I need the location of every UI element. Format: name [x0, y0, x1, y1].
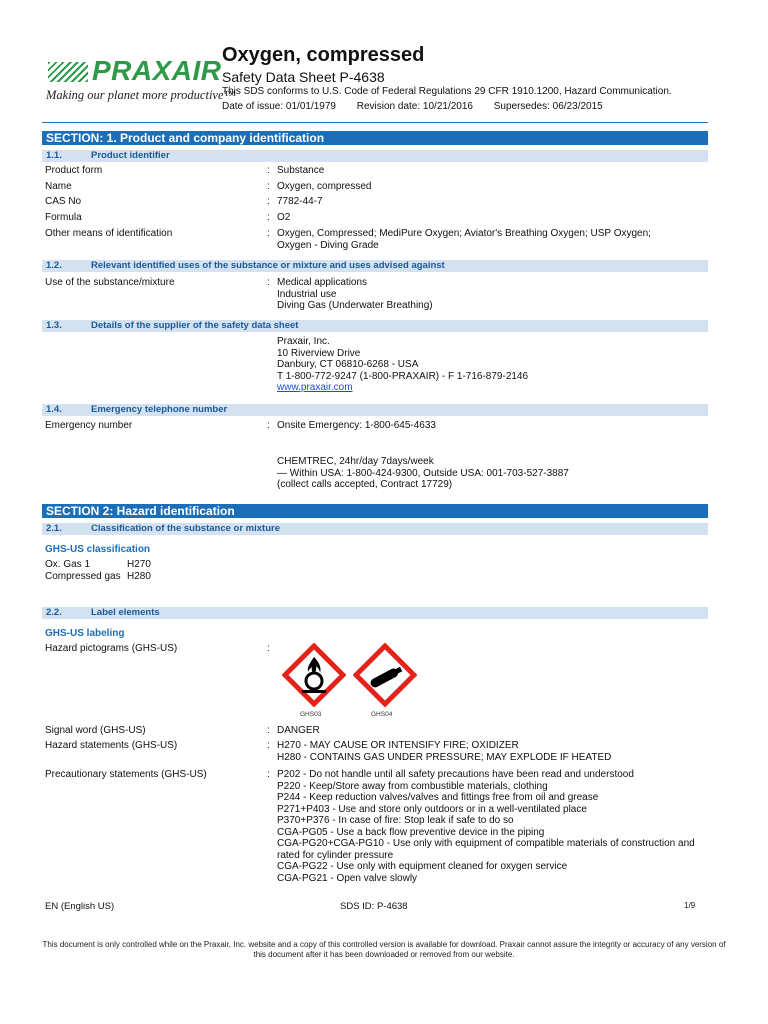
- field-value: 7782-44-7: [277, 196, 323, 207]
- logo-brand-text: PRAXAIR: [92, 55, 222, 86]
- precaution-line: CGA-PG22 - Use only with equipment cleaned for oxygen service: [277, 861, 568, 872]
- precaution-line: P244 - Keep reduction valves/valves and fittings free from oil and grease: [277, 792, 599, 803]
- precaution-line: rated for cylinder pressure: [277, 849, 394, 861]
- subsection-number: 1.1.: [46, 150, 62, 161]
- field-label: Signal word (GHS-US): [45, 725, 146, 736]
- field-label: Formula: [45, 212, 82, 223]
- field-label: Emergency number: [45, 420, 133, 431]
- supplier-line: 10 Riverview Drive: [277, 347, 361, 359]
- colon: :: [267, 769, 270, 780]
- subsection-1-1-header: [42, 150, 708, 162]
- field-value: O2: [277, 212, 291, 223]
- colon: :: [267, 228, 270, 239]
- field-label: Hazard statements (GHS-US): [45, 740, 178, 751]
- colon: :: [267, 740, 270, 751]
- precaution-line: P220 - Keep/Store away from combustible materials, clothing: [277, 780, 548, 792]
- subsection-number: 1.4.: [46, 404, 62, 415]
- precaution-line: P370+P376 - In case of fire: Stop leak if safe to do so: [277, 815, 514, 826]
- footer-sds-id: SDS ID: P-4638: [340, 901, 408, 912]
- subsection-1-3-header: [42, 320, 708, 332]
- footer-language: EN (English US): [45, 901, 115, 912]
- precaution-line: CGA-PG20+CGA-PG10 - Use only with equipment of compatible materials of construction and: [277, 838, 695, 849]
- footer-page-number: 1/9: [684, 901, 696, 910]
- logo-tagline: Making our planet more productive™: [46, 88, 236, 102]
- issue-date: Date of issue: 01/01/1979: [222, 101, 336, 112]
- class-name: Ox. Gas 1: [45, 559, 91, 570]
- flame-over-circle-icon: [282, 643, 346, 707]
- subsection-title: Classification of the substance or mixture: [91, 523, 280, 534]
- chemtrec-line: — Within USA: 1-800-424-9300, Outside USA: 001-703-527-3887: [277, 467, 569, 479]
- ghs04-pictogram: [353, 643, 417, 721]
- classification-item: [45, 559, 151, 571]
- chemtrec-line: (collect calls accepted, Contract 17729): [277, 479, 453, 490]
- use-item: Medical applications: [277, 277, 368, 288]
- subsection-number: 2.1.: [46, 523, 62, 534]
- colon: :: [267, 181, 270, 192]
- hazard-statement: H270 - MAY CAUSE OR INTENSIFY FIRE; OXIDIZER: [277, 740, 519, 751]
- field-value: DANGER: [277, 725, 320, 736]
- classification-list: [45, 559, 151, 582]
- class-name: Compressed gas: [45, 570, 121, 582]
- class-code: H270: [127, 559, 151, 570]
- ghs-labeling-heading: GHS-US labeling: [45, 628, 125, 639]
- gas-cylinder-icon: [353, 643, 417, 707]
- field-value-line: Oxygen - Diving Grade: [277, 239, 379, 251]
- field-label: Hazard pictograms (GHS-US): [45, 643, 178, 654]
- hazard-statement: H280 - CONTAINS GAS UNDER PRESSURE; MAY EXPLODE IF HEATED: [277, 751, 612, 763]
- supplier-line: T 1-800-772-9247 (1-800-PRAXAIR) - F 1-716-879-2146: [277, 370, 529, 382]
- document-subtitle: Safety Data Sheet P-4638: [222, 69, 385, 85]
- document-title: Oxygen, compressed: [222, 44, 425, 66]
- supplier-line: Praxair, Inc.: [277, 336, 330, 347]
- chemtrec-line: CHEMTREC, 24hr/day 7days/week: [277, 456, 434, 467]
- colon: :: [267, 212, 270, 223]
- colon: :: [267, 196, 270, 207]
- field-label: Precautionary statements (GHS-US): [45, 769, 207, 780]
- class-code: H280: [127, 570, 151, 582]
- precaution-line: P271+P403 - Use and store only outdoors or in a well-ventilated place: [277, 803, 587, 815]
- field-value: Onsite Emergency: 1-800-645-4633: [277, 420, 436, 431]
- field-value-line: Oxygen, Compressed; MediPure Oxygen; Aviator's Breathing Oxygen; USP Oxygen;: [277, 228, 651, 239]
- ghs03-pictogram: [282, 643, 346, 721]
- field-label: Use of the substance/mixture: [45, 277, 175, 288]
- field-value: Oxygen, compressed: [277, 181, 372, 192]
- field-value: [277, 769, 707, 884]
- chemtrec-lines: [277, 456, 707, 491]
- subsection-number: 1.2.: [46, 260, 62, 271]
- supersedes-date: Supersedes: 06/23/2015: [493, 101, 603, 112]
- revision-date: Revision date: 10/21/2016: [356, 101, 473, 112]
- footer-disclaimer: This document is only controlled while on the Praxair, Inc. website and a copy of this controlled version is available for download. Praxair cannot assure the integrity or accuracy of any version of this document after it has been downloaded or removed from our website.: [42, 940, 726, 959]
- colon: :: [267, 420, 270, 431]
- use-item: Industrial use: [277, 288, 337, 300]
- use-item: Diving Gas (Underwater Breathing): [277, 300, 433, 311]
- field-value: [277, 740, 707, 763]
- subsection-2-2-header: [42, 607, 708, 619]
- colon: :: [267, 725, 270, 736]
- colon: :: [267, 165, 270, 176]
- section-1-header: SECTION: 1. Product and company identification: [42, 131, 708, 145]
- colon: :: [267, 643, 270, 654]
- field-label: Name: [45, 181, 72, 192]
- subsection-title: Label elements: [91, 607, 160, 618]
- subsection-1-2-header: [42, 260, 708, 272]
- field-label: Other means of identification: [45, 228, 173, 239]
- field-value: [277, 228, 707, 251]
- subsection-title: Product identifier: [91, 150, 170, 161]
- section-2-header: SECTION 2: Hazard identification: [42, 504, 708, 518]
- website-link[interactable]: www.praxair.com: [277, 382, 353, 393]
- precaution-line: CGA-PG05 - Use a back flow preventive device in the piping: [277, 826, 545, 838]
- supplier-address: [277, 336, 707, 394]
- subsection-title: Emergency telephone number: [91, 404, 228, 415]
- subsection-title: Details of the supplier of the safety data sheet: [91, 320, 299, 331]
- subsection-1-4-header: [42, 404, 708, 416]
- subsection-number: 1.3.: [46, 320, 62, 331]
- subsection-title: Relevant identified uses of the substance or mixture and uses advised against: [91, 260, 445, 271]
- subsection-number: 2.2.: [46, 607, 62, 618]
- field-label: Product form: [45, 165, 103, 176]
- praxair-logo: [46, 56, 222, 86]
- ghs-classification-heading: GHS-US classification: [45, 544, 151, 555]
- classification-item: [45, 571, 151, 583]
- header-divider: [42, 122, 708, 123]
- precaution-line: P202 - Do not handle until all safety precautions have been read and understood: [277, 769, 634, 780]
- subsection-2-1-header: [42, 523, 708, 535]
- conformity-statement: This SDS conforms to U.S. Code of Federal Regulations 29 CFR 1910.1200, Hazard Communication.: [222, 86, 672, 97]
- field-label: CAS No: [45, 196, 82, 207]
- field-value: Substance: [277, 165, 325, 176]
- pictogram-code: GHS03: [300, 711, 322, 718]
- precaution-line: CGA-PG21 - Open valve slowly: [277, 872, 418, 884]
- supplier-line: Danbury, CT 06810-6268 - USA: [277, 359, 419, 370]
- pictogram-code: GHS04: [371, 711, 393, 718]
- field-value: [277, 277, 707, 312]
- document-dates: [222, 101, 621, 112]
- colon: :: [267, 277, 270, 288]
